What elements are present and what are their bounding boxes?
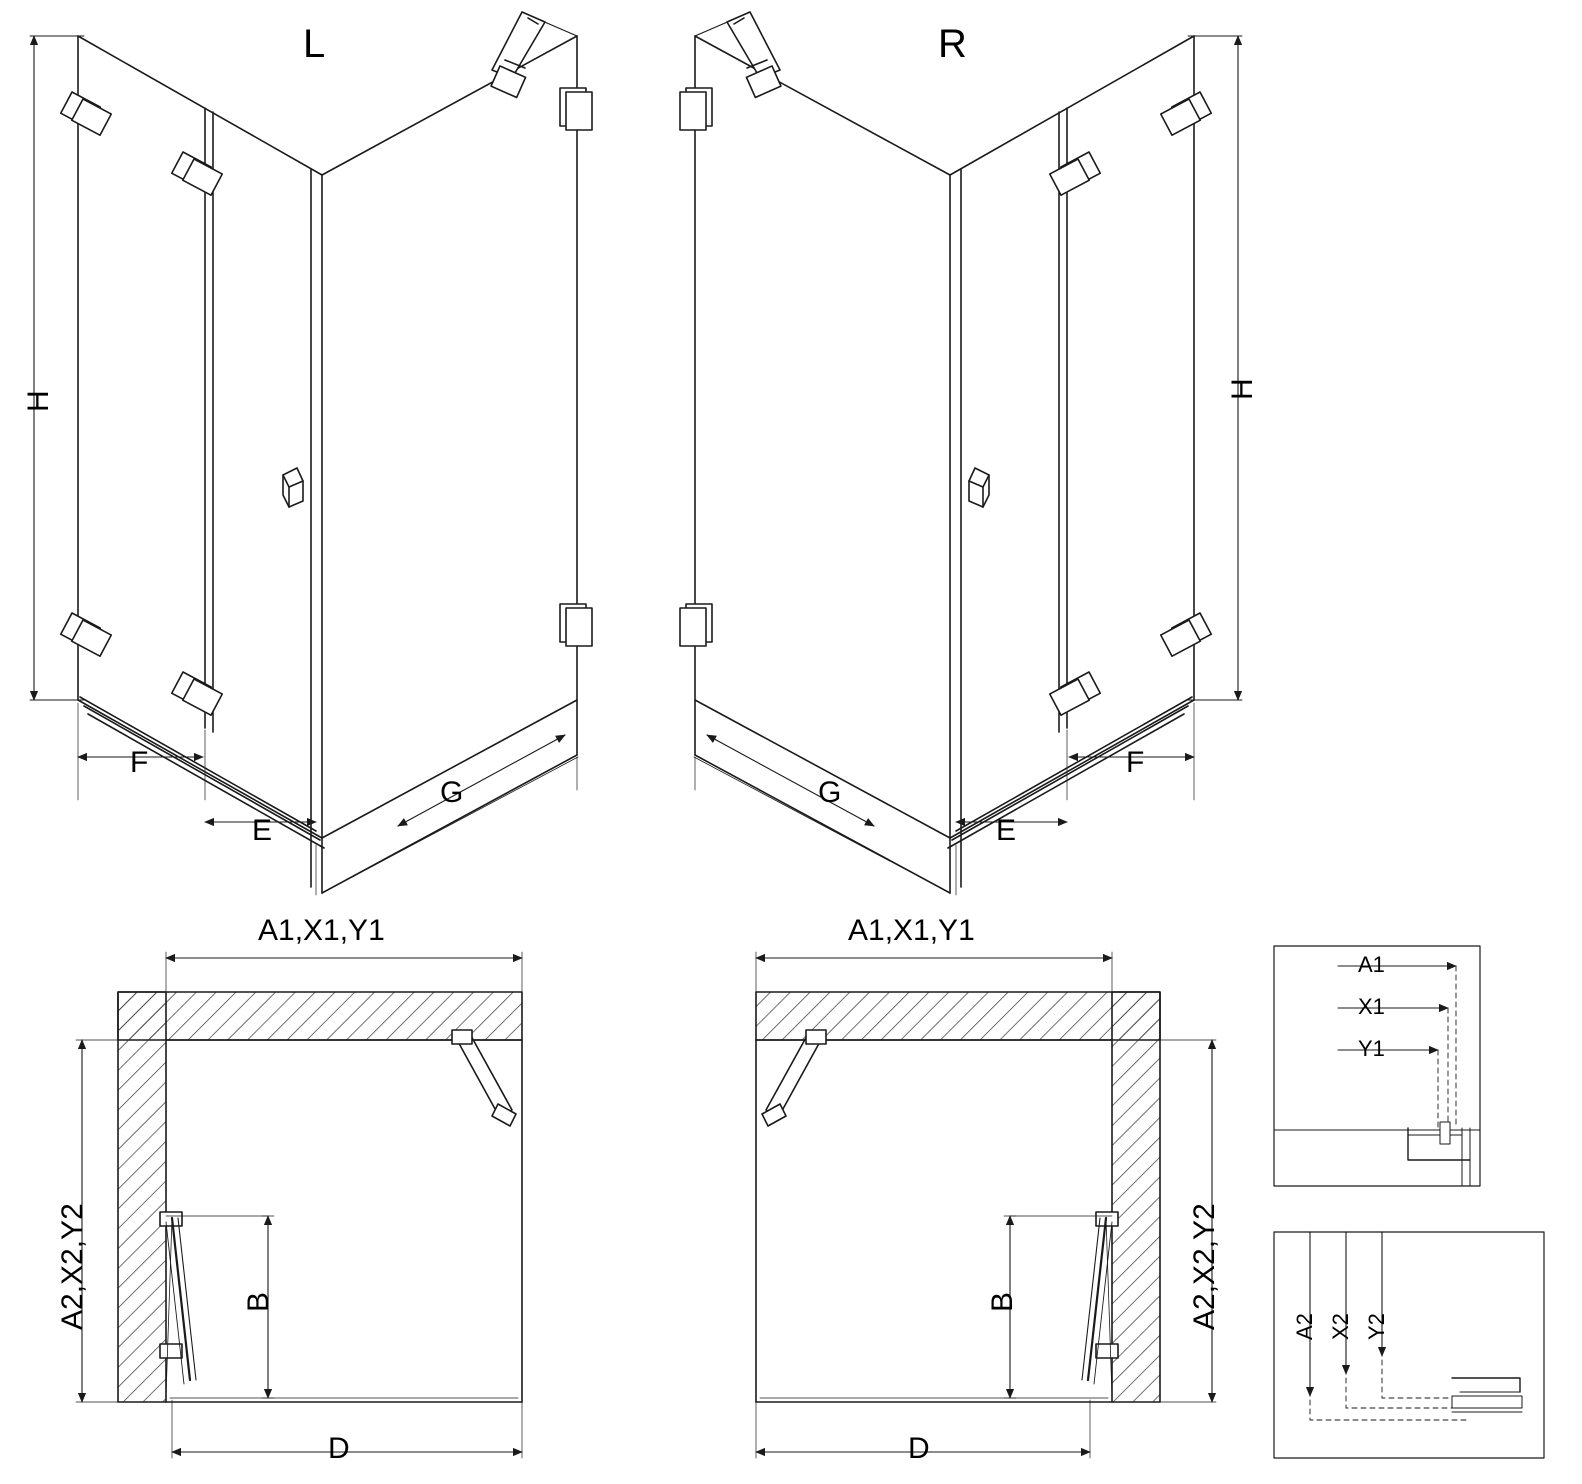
iso-left-dim-f: F [130,746,149,779]
iso-right-variant-label: R [938,22,967,66]
plan-view-left [76,952,522,1458]
iso-left-dim-g: G [440,776,464,809]
plan-right-dim-d: D [908,1432,930,1465]
detail-top-right [1274,946,1480,1186]
iso-left-variant-label: L [303,22,326,66]
plan-right-dim-side: A2,X2,Y2 [1188,1203,1221,1330]
plan-left-dim-top: A1,X1,Y1 [258,914,385,947]
iso-view-right [680,12,1242,895]
detail-top-row-x1: X1 [1358,994,1385,1019]
detail-bottom-row-y2: Y2 [1364,1313,1389,1340]
iso-right-dim-f: F [1126,746,1145,779]
plan-left-dim-side: A2,X2,Y2 [56,1203,89,1330]
iso-view-left [30,12,592,895]
iso-right-dim-e: E [996,814,1017,847]
plan-view-right [756,952,1216,1458]
iso-left-dim-h: H [22,390,55,412]
iso-right-dim-h: H [1226,378,1259,400]
plan-left-dim-d: D [328,1432,350,1465]
plan-left-dim-b: B [242,1291,275,1312]
iso-left-dim-e: E [252,814,273,847]
detail-top-row-y1: Y1 [1358,1036,1385,1061]
iso-right-dim-g: G [818,776,842,809]
detail-bottom-row-a2: A2 [1292,1313,1317,1340]
detail-top-row-a1: A1 [1358,952,1385,977]
plan-right-dim-top: A1,X1,Y1 [848,914,975,947]
detail-bottom-row-x2: X2 [1328,1313,1353,1340]
plan-right-dim-b: B [986,1291,1019,1312]
detail-bottom-right [1274,1232,1544,1458]
